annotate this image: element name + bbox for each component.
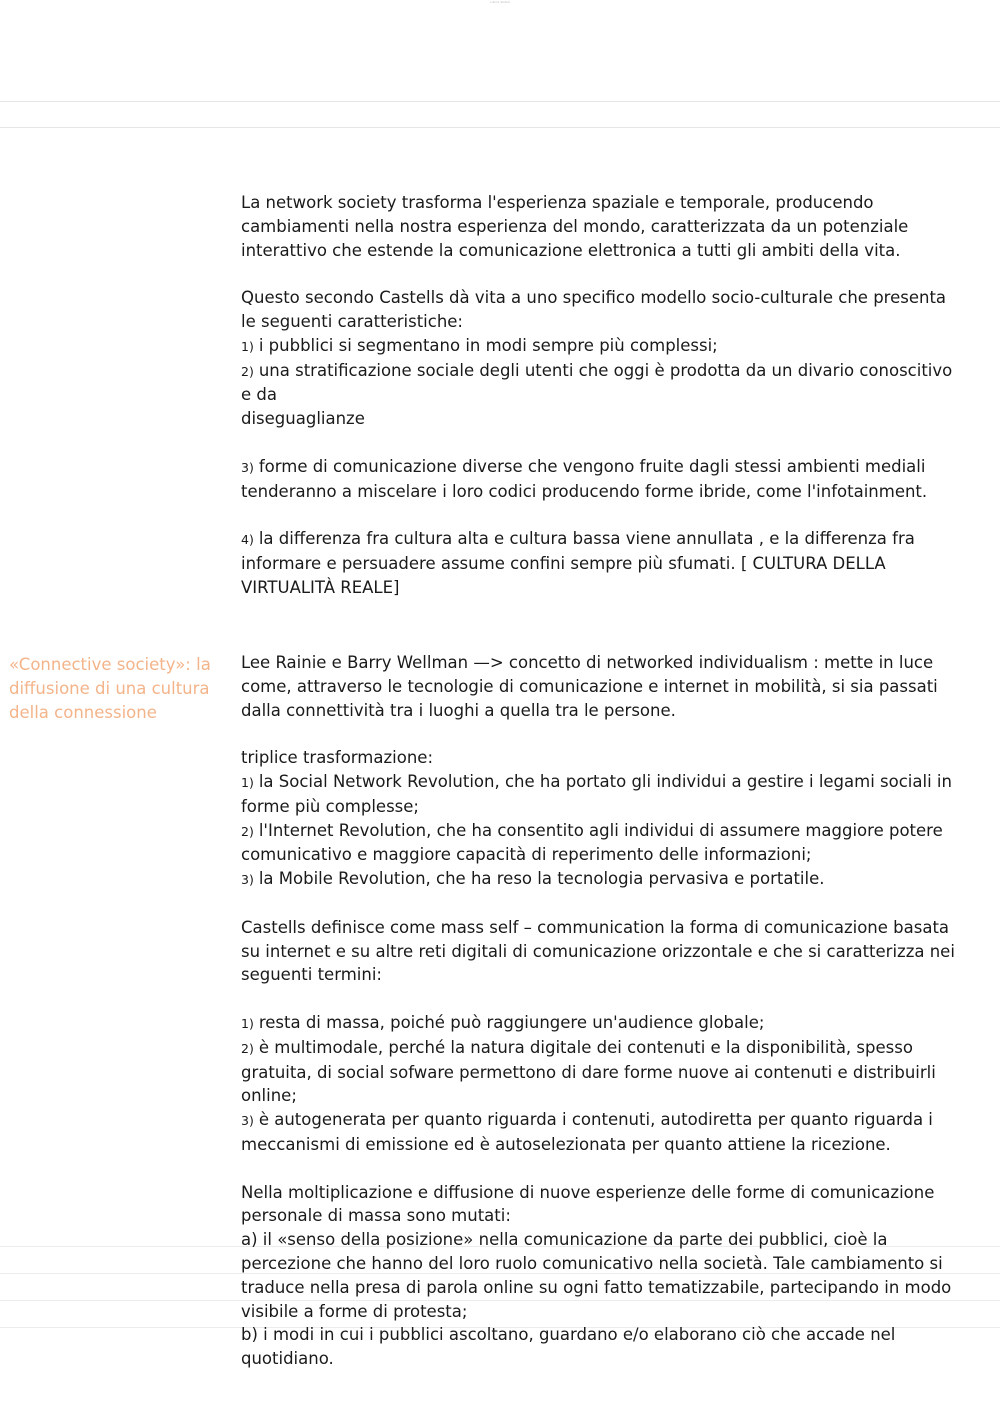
list-item-text: la differenza fra cultura alta e cultura bassa viene annullata , e la differenza fra informare e persuadere assume confini sempre più sfumati. [ CULTURA DELLA VIRTUALITÀ REALE] <box>241 529 915 597</box>
list-item <box>241 1108 959 1157</box>
list-item <box>241 1011 959 1036</box>
list-number: 4) <box>241 532 254 548</box>
list-item-text: i pubblici si segmentano in modi sempre più complessi; <box>258 335 718 355</box>
connective-society-section <box>241 651 959 1371</box>
list-number: 1) <box>241 1015 254 1031</box>
list-item <box>241 770 959 819</box>
list-item-text: è autogenerata per quanto riguarda i contenuti, autodiretta per quanto riguarda i meccanismi di emissione ed è autoselezionata per quanto attiene la ricezione. <box>241 1110 933 1154</box>
header-mark: Libro1 Slide3 <box>490 0 510 4</box>
list-item-text: la Social Network Revolution, che ha portato gli individui a gestire i legami sociali in forme più complesse; <box>241 771 952 816</box>
list-number: 3) <box>241 872 254 888</box>
list-item <box>241 819 959 868</box>
paragraph: Nella moltiplicazione e diffusione di nuove esperienze delle forme di comunicazione personale di massa sono mutati: <box>241 1182 935 1226</box>
list-item: a) il «senso della posizione» nella comunicazione da parte dei pubblici, cioè la percezione che hanno del loro ruolo comunicativo nella società. Tale cambiamento si traduce nella presa di parola online su ogni fatto tematizzabile, partecipando in modo visibile a forme di protesta; <box>241 1230 952 1321</box>
list-number: 2) <box>241 823 254 839</box>
paragraph: Castells definisce come mass self – communication la forma di comunicazione basata su internet e su altre reti digitali di comunicazione orizzontale e che si caratterizza nei seguenti termini: <box>241 917 955 985</box>
list-item <box>241 527 959 599</box>
list-item <box>241 867 959 892</box>
list-number: 1) <box>241 774 254 790</box>
list-number: 1) <box>241 338 254 354</box>
list-number: 3) <box>241 1113 254 1129</box>
paragraph: La network society trasforma l'esperienza spaziale e temporale, producendo cambiamenti nella nostra esperienza del mondo, caratterizzata da un potenziale interattivo che estende la comunicazione elettronica a tutti gli ambiti della vita. <box>241 193 909 260</box>
divider <box>0 127 1000 128</box>
list-item-continuation: diseguaglianze <box>241 409 365 429</box>
list-item-text: è multimodale, perché la natura digitale dei contenuti e la disponibilità, spesso gratuita, di social sofware permettono di dare forme nuove ai contenuti e distribuirli online; <box>241 1037 936 1106</box>
list-item <box>241 359 959 408</box>
list-item-text: l'Internet Revolution, che ha consentito agli individui di assumere maggiore potere comunicativo e maggiore capacità di reperimento delle informazioni; <box>241 820 943 865</box>
list-item-text: la Mobile Revolution, che ha reso la tecnologia pervasiva e portatile. <box>258 869 825 889</box>
paragraph: Lee Rainie e Barry Wellman —> concetto di networked individualism : mette in luce come, attraverso le tecnologie di comunicazione e internet in mobilità, si sia passati dalla connettività tra i luoghi a quella tra le persone. <box>241 653 938 720</box>
paragraph: Questo secondo Castells dà vita a uno specifico modello socio-culturale che presenta le seguenti caratteristiche: <box>241 288 947 331</box>
list-item: b) i modi in cui i pubblici ascoltano, guardano e/o elaborano ciò che accade nel quotidiano. <box>241 1325 896 1369</box>
paragraph: triplice trasformazione: <box>241 748 433 768</box>
list-item-text: resta di massa, poiché può raggiungere un'audience globale; <box>258 1012 765 1032</box>
list-item <box>241 1036 959 1108</box>
network-society-section <box>241 191 959 600</box>
list-number: 2) <box>241 363 254 379</box>
list-number: 2) <box>241 1040 254 1056</box>
list-item <box>241 334 959 359</box>
list-item-text: forme di comunicazione diverse che vengono fruite dagli stessi ambienti mediali tenderanno a miscelare i loro codici producendo forme ibride, come l'infotainment. <box>241 456 928 501</box>
divider <box>0 101 1000 102</box>
section-heading: «Connective society»: la diffusione di una cultura della connessione <box>9 655 211 722</box>
list-number: 3) <box>241 459 254 475</box>
list-item-text: una stratificazione sociale degli utenti che oggi è prodotta da un divario conoscitivo e da <box>241 360 953 405</box>
list-item <box>241 455 959 504</box>
